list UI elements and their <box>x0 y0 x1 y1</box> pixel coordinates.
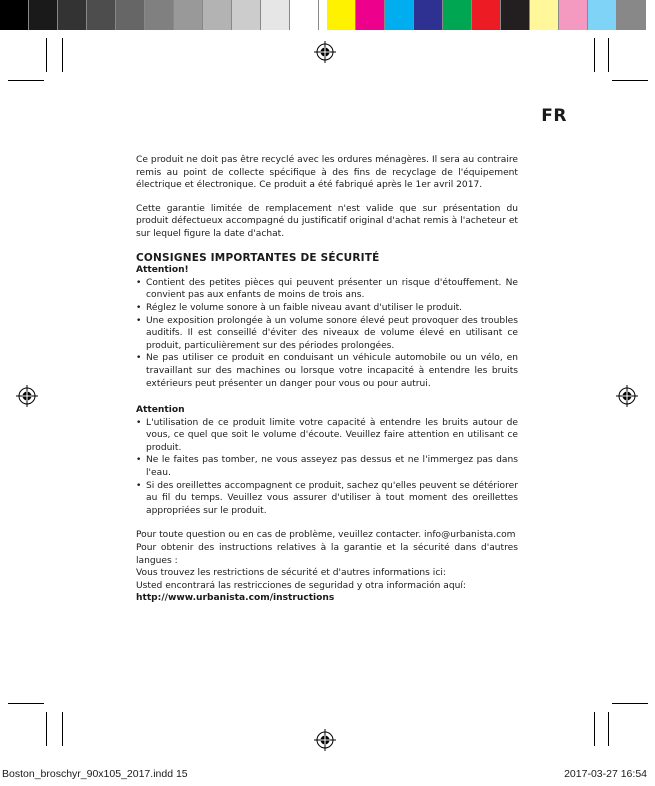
registration-mark-top-icon <box>314 41 336 63</box>
crop-mark-bottom-right-v <box>594 712 595 746</box>
colorbar-gap <box>319 0 327 30</box>
list-item: • Réglez le volume sonore à un faible niveau avant d'utiliser le produit. <box>136 302 463 313</box>
color-swatch <box>443 0 472 30</box>
document-body <box>136 154 518 605</box>
attention-subheading: Attention <box>136 405 185 416</box>
restrictions-line-fr: Vous trouvez les restrictions de sécurité et d'autres informations ici: <box>136 568 446 579</box>
color-swatch <box>327 0 356 30</box>
list-item: • Si des oreillettes accompagnent ce produit, sachez qu'elles peuvent se détériorer au fil du temps. Veuillez vous assurer d'utiliser à tout moment des oreillettes appropriées sur le produit. <box>136 480 518 516</box>
color-calibration-bar <box>0 0 646 30</box>
footer-timestamp: 2017-03-27 16:54 <box>564 768 647 780</box>
color-swatch <box>559 0 588 30</box>
color-swatch <box>414 0 443 30</box>
color-swatch <box>0 0 29 30</box>
color-swatch <box>385 0 414 30</box>
color-swatch <box>174 0 203 30</box>
color-swatch <box>29 0 58 30</box>
color-swatch <box>203 0 232 30</box>
safety-list <box>136 277 518 390</box>
registration-mark-right-icon <box>616 385 638 407</box>
color-swatch <box>530 0 559 30</box>
list-item: • L'utilisation de ce produit limite votre capacité à entendre les bruits autour de vous, ce quel que soit le volume d'écoute. Veuillez faire attention en utilisant ce produit. <box>136 417 518 453</box>
warranty-paragraph: Cette garantie limitée de remplacement n'est valide que sur présentation du produit défectueux accompagné du justificatif original d'achat remis à l'acheteur et sur lequel figure la date d'achat. <box>136 203 518 239</box>
color-swatch <box>261 0 290 30</box>
color-swatch <box>588 0 617 30</box>
registration-mark-left-icon <box>16 385 38 407</box>
crop-mark-top-right-h <box>612 80 648 81</box>
attention-list <box>136 417 518 518</box>
list-item: • Ne le faites pas tomber, ne vous asseyez pas dessus et ne l'immergez pas dans l'eau. <box>136 455 518 479</box>
instructions-link[interactable]: http://www.urbanista.com/instructions <box>136 593 335 604</box>
footer-filename: Boston_broschyr_90x105_2017.indd 15 <box>2 768 188 780</box>
safety-heading: CONSIGNES IMPORTANTES DE SÉCURITÉ <box>136 251 380 264</box>
color-swatch <box>145 0 174 30</box>
contact-line: Pour toute question ou en cas de problème, veuillez contacter. info@urbanista.com <box>136 530 516 541</box>
crop-mark-top-left-v2 <box>62 38 63 72</box>
color-swatch <box>472 0 501 30</box>
crop-mark-bottom-right-v2 <box>608 712 609 746</box>
list-item: • Ne pas utiliser ce produit en conduisant un véhicule automobile ou un vélo, en travaillant sur des machines ou lorsque votre incapacité à entendre les bruits extérieurs peut présenter un danger pour vous ou pour autrui. <box>136 353 518 389</box>
instructions-line: Pour obtenir des instructions relatives à la garantie et la sécurité dans d'autres langues : <box>136 543 518 566</box>
restrictions-line-es: Usted encontrará las restricciones de seguridad y otra información aquí: <box>136 580 466 591</box>
list-item: • Une exposition prolongée à un volume sonore élevé peut provoquer des troubles auditifs. Il est conseillé d'éviter des niveaux de volume élevé en utilisant ce produit, particulièrement sur des périodes prolongées. <box>136 315 518 351</box>
crop-mark-top-left-v <box>46 38 47 72</box>
color-swatch <box>290 0 319 30</box>
color-swatch <box>356 0 385 30</box>
color-swatch <box>87 0 116 30</box>
crop-mark-top-right-v2 <box>608 38 609 72</box>
crop-mark-top-left-h <box>8 80 44 81</box>
color-swatch <box>116 0 145 30</box>
registration-mark-bottom-icon <box>314 729 336 751</box>
safety-subheading: Attention! <box>136 265 189 276</box>
recycling-paragraph: Ce produit ne doit pas être recyclé avec les ordures ménagères. Il sera au contraire remis au point de collecte spécifique à des fins de recyclage de l'équipement électrique et électronique. Ce produit a été fabriqué après le 1er avril 2017. <box>136 155 518 191</box>
list-item: • Contient des petites pièces qui peuvent présenter un risque d'étouffement. Ne convient pas aux enfants de moins de trois ans. <box>136 277 518 301</box>
crop-mark-bottom-right-h <box>612 703 648 704</box>
color-swatch <box>501 0 530 30</box>
crop-mark-bottom-left-v2 <box>62 712 63 746</box>
crop-mark-top-right-v <box>594 38 595 72</box>
crop-mark-bottom-left-v <box>46 712 47 746</box>
color-swatch <box>58 0 87 30</box>
crop-mark-bottom-left-h <box>8 703 44 704</box>
language-label: FR <box>541 106 567 126</box>
color-swatch <box>617 0 646 30</box>
color-swatch <box>232 0 261 30</box>
